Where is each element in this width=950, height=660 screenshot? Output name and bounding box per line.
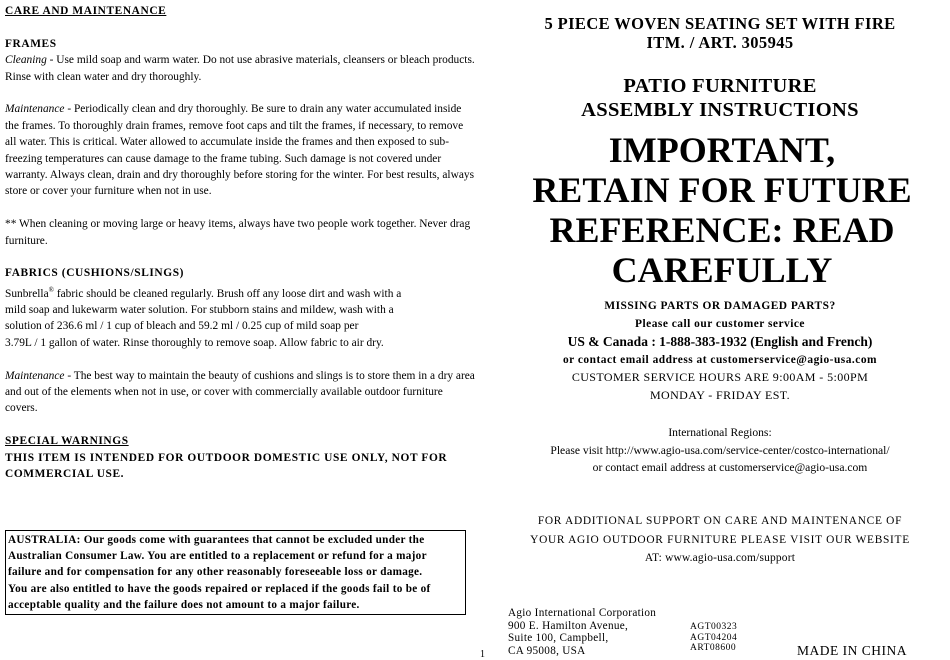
made-in-label: MADE IN CHINA [797,643,907,658]
company-name: Agio International Corporation [508,607,657,619]
page-number: 1 [480,649,485,660]
fabrics-line-2: mild soap and lukewarm water solution. For stubborn stains and mildew, wash with a [5,304,394,317]
care-maintenance-section [5,3,475,482]
fabrics-brand: Sunbrella [5,287,49,300]
product-code: AGT04204 [690,632,738,643]
international-email: or contact email address at customerservice@agio-usa.com [592,461,868,474]
missing-parts-heading: MISSING PARTS OR DAMAGED PARTS? [604,300,836,312]
frames-maintenance [5,101,475,199]
service-hours: CUSTOMER SERVICE HOURS ARE 9:00AM - 5:00PM [571,370,869,384]
fabric-maintenance-label: Maintenance [5,369,65,382]
cleaning-label: Cleaning [5,54,47,67]
fabrics-line-3: solution of 236.6 ml / 1 cup of bleach and 59.2 ml / 0.25 cup of mild soap per [5,320,359,333]
care-title: CARE AND MAINTENANCE [5,5,167,17]
frames-heading: FRAMES [5,37,57,50]
fabrics-text [5,282,475,351]
international-heading: International Regions: [668,426,772,439]
australia-line-4: You are also entitled to have the goods repaired or replaced if the goods fail to be of [8,582,431,595]
document-title [490,74,950,122]
australia-line-2: Australian Consumer Law. You are entitled to a replacement or refund for a major [8,550,427,563]
product-code: ART08600 [690,643,737,653]
document-type: ASSEMBLY INSTRUCTIONS [581,99,859,121]
maintenance-label: Maintenance [5,103,65,116]
australia-consumer-law-box [5,530,466,615]
service-phone: US & Canada : 1-888-383-1932 (English and French) [567,334,873,349]
important-line-3: REFERENCE: READ [549,210,895,250]
product-name: 5 PIECE WOVEN SEATING SET WITH FIRE [544,14,896,33]
fabrics-line-1: fabric should be cleaned regularly. Brush off any loose dirt and wash with a [53,287,402,300]
service-email: or contact email address at customerservice@agio-usa.com [562,353,878,366]
registered-mark: ® [48,285,54,294]
heavy-items-note: ** When cleaning or moving large or heavy items, always have two people work together. Never drag furniture. [5,218,471,247]
australia-line-1: AUSTRALIA: Our goods come with guarantees that cannot be excluded under the [8,534,425,546]
support-line-2: YOUR AGIO OUTDOOR FURNITURE PLEASE VISIT OUR WEBSITE [530,533,910,546]
support-website-link[interactable]: AT: www.agio-usa.com/support [644,552,796,564]
international-visit-link[interactable]: Please visit http://www.agio-usa.com/service-center/costco-international/ [550,443,890,457]
customer-service-block [490,298,950,404]
maintenance-text: - Periodically clean and dry thoroughly. Be sure to drain any water accumulated inside the frames. To thoroughly drain frames, remove foot caps and tilt the frames, if necessary, to remove all water. This is critical. Water allowed to accumulate inside the frames and then exposed to sub-freezing temperatures can cause damage to the frame tubing. Such damage is not covered under warranty. Always clean, drain and dry thoroughly before storing for the winter. For best results, always store or cover your furniture when not in use. [5,103,475,198]
company-address [508,607,656,657]
important-notice [492,130,950,290]
fabrics-heading: FABRICS (CUSHIONS/SLINGS) [5,267,185,280]
product-header [490,14,950,52]
service-days: MONDAY - FRIDAY EST. [649,387,791,402]
company-address-3: CA 95008, USA [508,644,586,657]
important-line-2: RETAIN FOR FUTURE [532,170,912,210]
fabric-maintenance-text: - The best way to maintain the beauty of cushions and slings is to store them in a dry area and out of the elements when not in use, or cover with commercially available outdoor furniture covers. [5,369,475,415]
international-block [490,424,950,477]
product-code: AGT00323 [690,622,738,632]
support-block [490,512,950,568]
product-category: PATIO FURNITURE [623,75,817,97]
fabrics-maintenance [5,368,475,417]
product-codes [690,622,737,654]
cleaning-text: - Use mild soap and warm water. Do not use abrasive materials, cleansers or bleach products. Rinse with clean water and dry thoroughly. [5,54,475,83]
fabrics-line-4: 3.79L / 1 gallon of water. Rinse thoroughly to remove soap. Allow fabric to air dry. [5,336,384,349]
frames-cleaning [5,52,475,85]
company-address-2: Suite 100, Campbell, [508,632,609,644]
special-warnings-heading: SPECIAL WARNINGS [5,435,129,448]
company-address-1: 900 E. Hamilton Avenue, [508,619,629,632]
call-service-text: Please call our customer service [635,317,805,330]
special-warnings-text: THIS ITEM IS INTENDED FOR OUTDOOR DOMESTIC USE ONLY, NOT FOR COMMERCIAL USE. [5,451,448,481]
australia-line-3: failure and for compensation for any other reasonably foreseeable loss or damage. [8,566,423,579]
product-item-number: ITM. / ART. 305945 [646,33,794,52]
important-line-4: CAREFULLY [611,250,833,290]
australia-line-5: acceptable quality and the failure does not amount to a major failure. [8,598,360,611]
important-line-1: IMPORTANT, [608,130,836,170]
support-line-1: FOR ADDITIONAL SUPPORT ON CARE AND MAINTENANCE OF [537,515,903,527]
